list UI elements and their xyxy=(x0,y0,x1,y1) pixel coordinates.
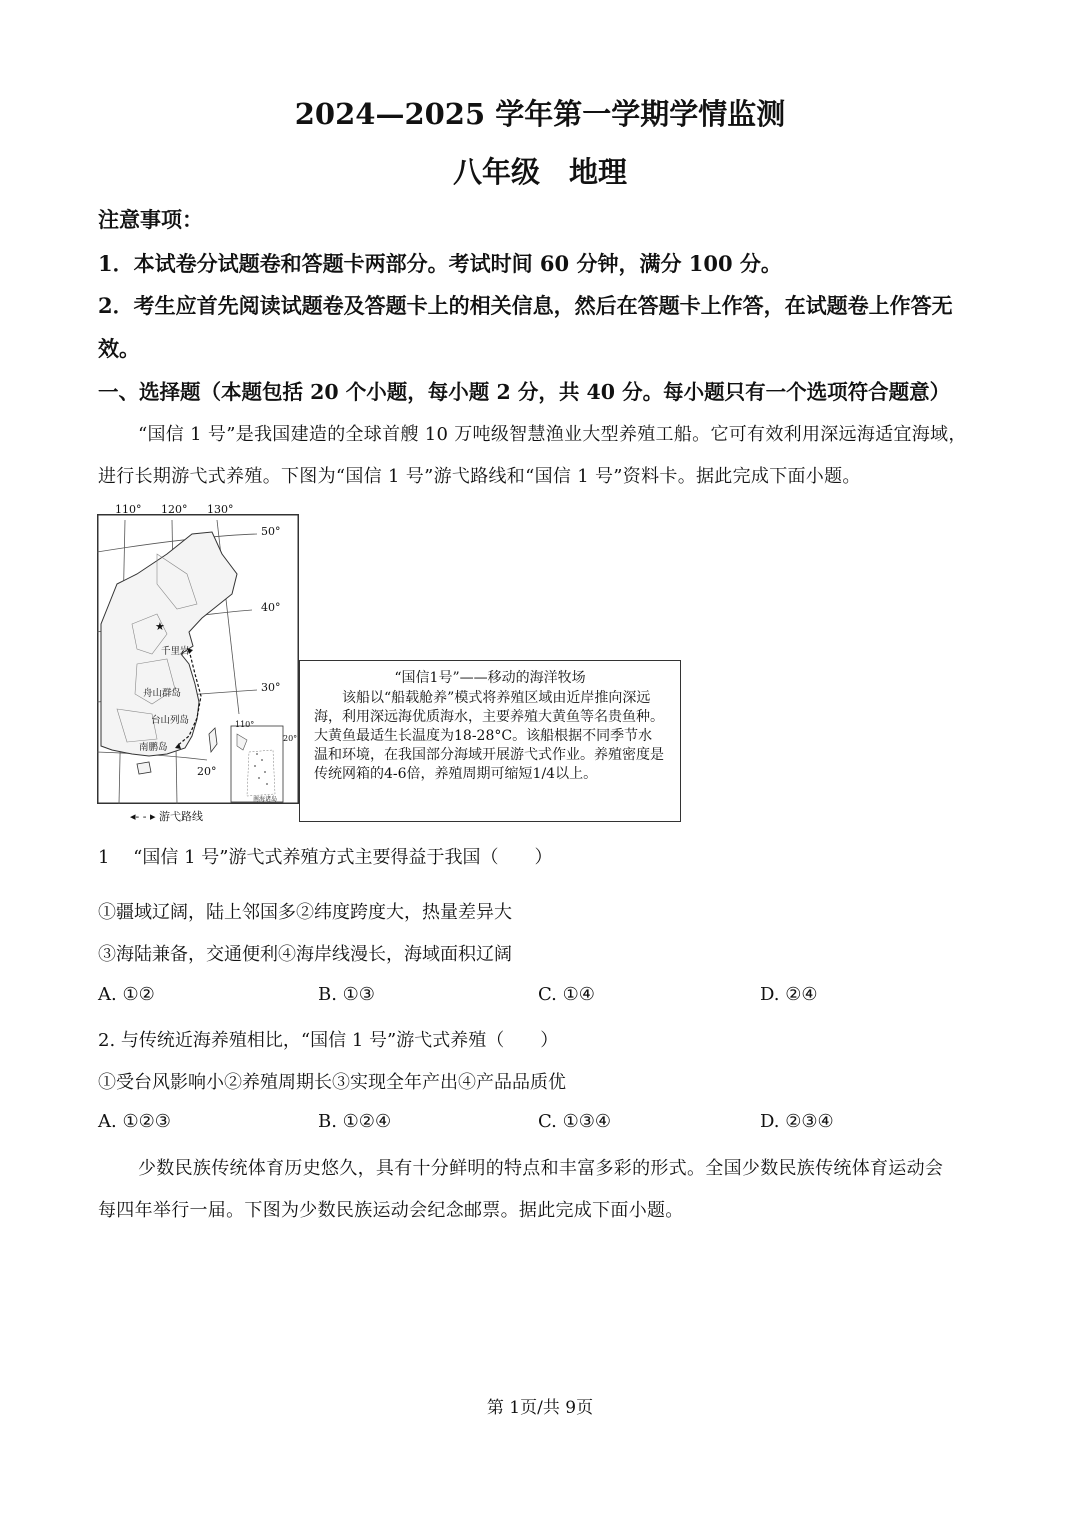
legend-dashed-arrow-icon: ◂- - ▸ xyxy=(130,810,156,823)
place-zhoushan: 舟山群岛 xyxy=(143,688,182,699)
lat-label-40: 40° xyxy=(261,601,281,614)
lon-label-120: 120° xyxy=(161,503,188,516)
q2-option-a: A. ①②③ xyxy=(98,1111,171,1132)
section1-heading: 一、选择题（本题包括 20 个小题，每小题 2 分，共 40 分。每小题只有一个选项符合题意） xyxy=(98,380,951,404)
q2-statements: ①受台风影响小②养殖周期长③实现全年产出④产品品质优 xyxy=(98,1072,566,1093)
q2-option-c: C. ①③④ xyxy=(538,1111,611,1132)
q1-option-d: D. ②④ xyxy=(760,984,818,1005)
section1-intro-line2: 进行长期游弋式养殖。下图为“国信 1 号”游弋路线和“国信 1 号”资料卡。据此完成下面小题。 xyxy=(98,466,861,487)
lon-label-130: 130° xyxy=(207,503,234,516)
info-card xyxy=(299,660,681,822)
section1-intro-line1: “国信 1 号”是我国建造的全球首艘 10 万吨级智慧渔业大型养殖工船。它可有效利用深远海适宜海域， xyxy=(138,424,967,445)
q2-option-b: B. ①②④ xyxy=(318,1111,392,1132)
inset-label-20: 20° xyxy=(283,734,298,743)
q1-statements-2: ③海陆兼备，交通便利④海岸线漫长，海域面积辽阔 xyxy=(98,944,512,965)
route-map-svg xyxy=(97,514,299,804)
notes-item-2-line2: 效。 xyxy=(98,336,140,361)
capital-star: ★ xyxy=(155,620,165,633)
hainan-island xyxy=(137,762,151,774)
lat-label-50: 50° xyxy=(261,525,281,538)
route-map xyxy=(97,503,299,804)
legend-label: 游弋路线 xyxy=(158,810,203,823)
inset-label-110: 110° xyxy=(235,720,255,729)
q1-option-c: C. ①④ xyxy=(538,984,595,1005)
map-legend xyxy=(130,808,203,824)
exam-subtitle: 八年级 地理 xyxy=(452,155,627,189)
q1-stem: 1 “国信 1 号”游弋式养殖方式主要得益于我国（ ） xyxy=(98,847,553,868)
place-taishan: 台山列岛 xyxy=(151,715,190,726)
place-nanpeng: 南鹏岛 xyxy=(139,742,168,753)
lat-label-30: 30° xyxy=(261,681,281,694)
exam-title: 2024—2025 学年第一学期学情监测 xyxy=(294,97,786,131)
section2-intro-line2: 每四年举行一届。下图为少数民族运动会纪念邮票。据此完成下面小题。 xyxy=(98,1200,684,1221)
inset-label-south-sea: 南海诸岛 xyxy=(253,796,278,803)
place-qianliyan: 千里岩 xyxy=(161,646,190,657)
page-footer: 第 1页/共 9页 xyxy=(486,1398,594,1418)
q1-option-b: B. ①③ xyxy=(318,984,375,1005)
info-card-body: 该船以“船载舱养”模式将养殖区域由近岸推向深远海，利用深远海优质海水，主要养殖大黄鱼等名贵鱼种。大黄鱼最适生长温度为18-28°C。该船根据不同季节水温和环境，在我国部分海域开展游弋式作业。养殖密度是传统网箱的4-6倍，养殖周期可缩短1/4以上。 xyxy=(314,690,664,782)
q2-option-d: D. ②③④ xyxy=(760,1111,834,1132)
notes-heading: 注意事项： xyxy=(98,207,203,232)
notes-item-2-line1: 2．考生应首先阅读试题卷及答题卡上的相关信息，然后在答题卡上作答，在试题卷上作答无 xyxy=(98,293,953,318)
lon-label-110: 110° xyxy=(115,503,142,516)
q1-option-a: A. ①② xyxy=(98,984,155,1005)
taiwan-island xyxy=(209,728,217,752)
lat-label-20: 20° xyxy=(197,765,217,778)
q1-statements-1: ①疆域辽阔，陆上邻国多②纬度跨度大，热量差异大 xyxy=(98,902,512,923)
section2-intro-line1: 少数民族传统体育历史悠久，具有十分鲜明的特点和丰富多彩的形式。全国少数民族传统体育运动会 xyxy=(138,1158,944,1179)
info-card-title: “国信1号”——移动的海洋牧场 xyxy=(394,670,586,686)
notes-item-1: 1．本试卷分试题卷和答题卡两部分。考试时间 60 分钟，满分 100 分。 xyxy=(98,251,782,276)
q2-stem: 2. 与传统近海养殖相比，“国信 1 号”游弋式养殖（ ） xyxy=(98,1030,559,1051)
